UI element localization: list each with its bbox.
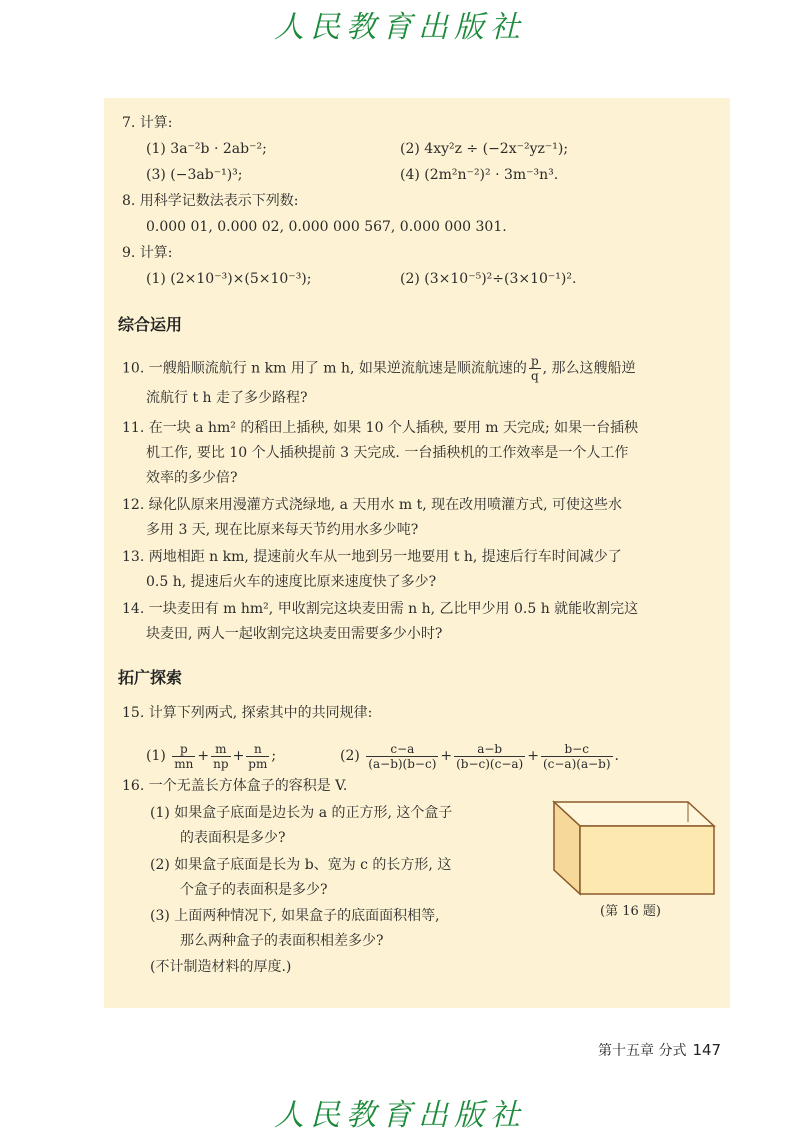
- page-footer: [598, 1040, 721, 1060]
- fraction-denominator: mn: [174, 756, 194, 771]
- problem-14-line-1: 14. 一块麦田有 m hm², 甲收割完这块麦田需 n h, 乙比甲少用 0.5 h 就能收割完这: [122, 601, 639, 617]
- plus-sign: +: [527, 748, 539, 764]
- fraction-g3: [541, 742, 613, 771]
- plus-sign: +: [440, 748, 453, 764]
- problem-7-part-2: (2) 4xy²z ÷ (−2x⁻²yz⁻¹);: [400, 141, 569, 157]
- problem-16-title: 16. 一个无盖长方体盒子的容积是 V.: [122, 778, 348, 794]
- chapter-title: 第十五章 分式: [598, 1043, 687, 1059]
- fraction-g2: [454, 742, 525, 771]
- fraction-denominator: pm: [248, 756, 268, 771]
- publisher-watermark-bottom: 人民教育出版社: [274, 1098, 526, 1133]
- problem-16-part-2-line-1: (2) 如果盒子底面是长为 b、宽为 c 的长方形, 这: [150, 857, 452, 873]
- problem-7-part-1: (1) 3a⁻²b · 2ab⁻²;: [146, 141, 267, 157]
- part-label: (2): [340, 748, 360, 764]
- plus-sign: +: [232, 748, 245, 764]
- problem-16-part-3-line-2: 那么两种盒子的表面积相差多少?: [180, 933, 384, 949]
- problem-9-title: 9. 计算:: [122, 245, 173, 261]
- page-number: 147: [692, 1041, 722, 1059]
- fraction-numerator: m: [211, 742, 230, 757]
- fraction-m-np: [211, 742, 230, 771]
- period: .: [614, 748, 619, 764]
- problem-16-part-3-line-1: (3) 上面两种情况下, 如果盒子的底面面积相等,: [150, 908, 440, 924]
- problem-9-part-2: (2) (3×10⁻⁵)²÷(3×10⁻¹)².: [400, 271, 577, 287]
- problem-12-line-1: 12. 绿化队原来用漫灌方式浇绿地, a 天用水 m t, 现在改用喷灌方式, 可使这些水: [122, 497, 623, 513]
- section-heading-applications: 综合运用: [118, 315, 183, 334]
- problem-16-part-2-line-2: 个盒子的表面积是多少?: [180, 882, 328, 898]
- publisher-watermark-top: 人民教育出版社: [274, 10, 526, 45]
- fraction-denominator: (a−b)(b−c): [368, 756, 437, 771]
- fraction-numerator: n: [246, 742, 269, 757]
- fraction-n-pm: [246, 742, 269, 771]
- problem-11-line-3: 效率的多少倍?: [146, 470, 238, 486]
- fraction-numerator: p: [530, 354, 539, 368]
- problem-10-fraction: [529, 354, 541, 383]
- problem-7-part-4: (4) (2m²n⁻²)² · 3m⁻³n³.: [400, 167, 559, 183]
- problem-15-part-1: [146, 736, 276, 776]
- problem-15-title: 15. 计算下列两式, 探索其中的共同规律:: [122, 705, 373, 721]
- part-label: (1): [146, 748, 166, 764]
- fraction-numerator: a−b: [454, 742, 525, 757]
- problem-7-title: 7. 计算:: [122, 115, 173, 131]
- fraction-numerator: p: [172, 742, 195, 757]
- problem-16-note: (不计制造材料的厚度.): [150, 959, 292, 975]
- problem-10-line-2: 流航行 t h 走了多少路程?: [146, 390, 308, 406]
- problem-13-line-2: 0.5 h, 提速后火车的速度比原来速度快了多少?: [146, 574, 437, 590]
- section-heading-exploration: 拓广探索: [118, 668, 183, 687]
- problem-11-line-1: 11. 在一块 a hm² 的稻田上插秧, 如果 10 个人插秧, 要用 m 天完成; 如果一台插秧: [122, 420, 639, 436]
- plus-sign: +: [197, 748, 210, 764]
- semicolon: ;: [271, 748, 277, 764]
- problem-9-part-1: (1) (2×10⁻³)×(5×10⁻³);: [146, 271, 312, 287]
- fraction-denominator: (c−a)(a−b): [542, 756, 611, 771]
- fraction-denominator: np: [213, 756, 229, 771]
- problem-8-body: 0.000 01, 0.000 02, 0.000 000 567, 0.000 000 301.: [146, 219, 507, 235]
- problem-16-part-1-line-2: 的表面积是多少?: [180, 830, 286, 846]
- problem-12-line-2: 多用 3 天, 现在比原来每天节约用水多少吨?: [146, 522, 419, 538]
- problem-15-part-2: [340, 736, 619, 776]
- open-box-figure: [552, 796, 720, 900]
- problem-10-line-1: [122, 354, 636, 383]
- problem-13-line-1: 13. 两地相距 n km, 提速前火车从一地到另一地要用 t h, 提速后行车时间减少了: [122, 549, 622, 565]
- problem-10-text-a: 10. 一艘船顺流航行 n km 用了 m h, 如果逆流航速是顺流航速的: [122, 360, 527, 377]
- fraction-p-mn: [172, 742, 195, 771]
- fraction-numerator: b−c: [541, 742, 613, 757]
- problem-10-text-b: , 那么这艘船逆: [542, 360, 636, 377]
- problem-14-line-2: 块麦田, 两人一起收割完这块麦田需要多少小时?: [146, 626, 443, 642]
- figure-caption: (第 16 题): [600, 904, 661, 919]
- fraction-denominator: (b−c)(c−a): [456, 756, 524, 771]
- box-opening: [554, 802, 714, 826]
- problem-8-title: 8. 用科学记数法表示下列数:: [122, 193, 299, 209]
- problem-11-line-2: 机工作, 要比 10 个人插秧提前 3 天完成. 一台插秧机的工作效率是一个人工作: [146, 445, 629, 461]
- box-front-face: [580, 826, 714, 894]
- fraction-numerator: c−a: [366, 742, 438, 757]
- fraction-denominator: q: [530, 369, 539, 383]
- problem-16-part-1-line-1: (1) 如果盒子底面是边长为 a 的正方形, 这个盒子: [150, 805, 453, 821]
- problem-7-part-3: (3) (−3ab⁻¹)³;: [146, 167, 243, 183]
- fraction-g1: [366, 742, 438, 771]
